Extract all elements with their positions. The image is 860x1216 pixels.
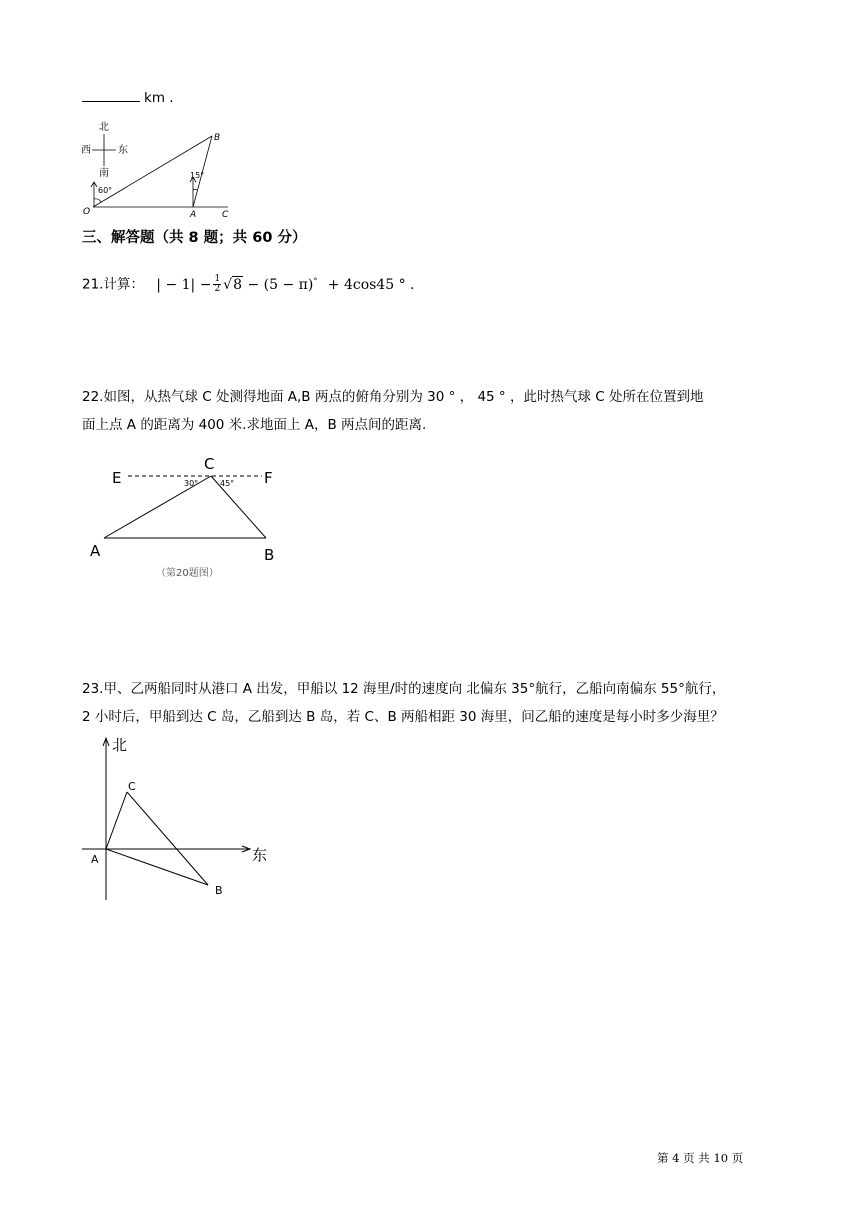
question-21 <box>82 272 414 294</box>
page-footer: 第 4 页 共 10 页 <box>657 1151 744 1165</box>
q21-prefix: 21.计算： <box>82 276 144 293</box>
compass-west: 西 <box>81 145 91 156</box>
angle-30: 30° <box>184 479 199 488</box>
sqrt-icon: √ <box>223 276 233 293</box>
label-a: A <box>91 853 99 866</box>
label-a: A <box>90 542 101 560</box>
label-b: B <box>215 884 223 897</box>
angle-60: 60° <box>98 186 113 195</box>
q21-mid-part: − (5 − π) <box>247 276 314 293</box>
label-b: B <box>214 133 221 143</box>
compass-east: 东 <box>118 145 128 156</box>
fraction-half: $\frac{1}{2}$ <box>214 274 221 295</box>
label-c: C <box>204 455 215 473</box>
label-c: C <box>222 210 229 220</box>
q21-formula <box>156 274 415 295</box>
q21-tail: + 4cos45 ° . <box>327 276 415 293</box>
angle-15: 15° <box>190 171 205 180</box>
q23-line2: 2 小时后，甲船到达 C 岛，乙船到达 B 岛，若 C、B 两船相距 30 海里，问乙船的速度是每小时多少海里？ <box>82 709 724 725</box>
q20-answer-line <box>82 88 174 107</box>
section-3-heading: 三、解答题（共 8 题；共 60 分） <box>82 230 307 246</box>
north-label: 北 <box>112 736 128 754</box>
q21-exponent: ° <box>313 276 318 285</box>
east-label: 东 <box>252 846 268 864</box>
label-b: B <box>264 546 275 564</box>
compass-north: 北 <box>99 122 109 133</box>
label-e: E <box>112 469 122 487</box>
q23-figure <box>82 732 282 906</box>
label-a: A <box>190 210 197 220</box>
label-f: F <box>264 469 273 487</box>
answer-blank[interactable] <box>82 88 140 102</box>
q22-line2: 面上点 A 的距离为 400 米.求地面上 A，B 两点间的距离. <box>82 417 427 433</box>
q22-figure <box>86 450 286 582</box>
segment-ac <box>106 792 127 849</box>
compass-south: 南 <box>99 168 109 179</box>
q21-abs-part: | − 1| − <box>156 276 212 293</box>
figure-caption: （第20题图） <box>156 568 219 579</box>
q20-figure <box>78 116 248 222</box>
label-c: C <box>128 780 136 793</box>
angle-45: 45° <box>220 479 235 488</box>
q20-unit: km . <box>144 90 174 106</box>
q23-line1: 23.甲、乙两船同时从港口 A 出发，甲船以 12 海里/时的速度向 北偏东 35°航行，乙船向南偏东 55°航行， <box>82 681 726 697</box>
label-o: O <box>83 207 91 217</box>
q22-line1: 22.如图，从热气球 C 处测得地面 A,B 两点的俯角分别为 30 ° ， 45 ° ，此时热气球 C 处所在位置到地 <box>82 389 704 405</box>
sqrt-argument: 8 <box>233 276 243 293</box>
